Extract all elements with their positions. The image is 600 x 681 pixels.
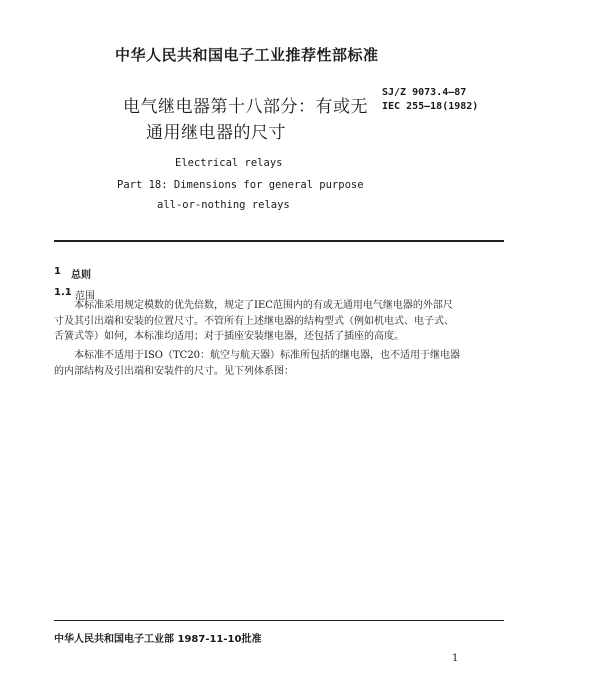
section-1-number: 1	[54, 266, 61, 277]
subsection-1-1-title: 范围	[75, 291, 95, 302]
bottom-divider	[54, 620, 504, 621]
page-number: 1	[452, 653, 459, 664]
paragraph-line: 本标准采用规定模数的优先倍数，规定了IEC范围内的有或无通用电气继电器的外部尺	[74, 300, 453, 311]
iec-code: IEC 255—18(1982)	[382, 101, 479, 112]
top-divider	[54, 240, 504, 242]
paragraph-line: 的内部结构及引出端和安装件的尺寸。见下列体系图：	[54, 365, 294, 377]
title-en-line-2: Part 18: Dimensions for general purpose	[117, 179, 364, 191]
title-en-line-1: Electrical relays	[175, 157, 283, 169]
paragraph-line: 舌簧式等）如何，本标准均适用；对于插座安装继电器，还包括了插座的高度。	[54, 331, 404, 342]
title-cn-line-2: 通用继电器的尺寸	[146, 123, 286, 143]
scope-paragraph-1	[54, 298, 514, 345]
approval-footer: 中华人民共和国电子工业部 1987-11-10批准	[54, 634, 262, 645]
paragraph-line: 寸及其引出端和安装的位置尺寸。不管所有上述继电器的结构型式（例如机电式、电子式、	[54, 315, 454, 327]
standard-body-header: 中华人民共和国电子工业推荐性部标准	[115, 46, 379, 64]
section-1-title: 总则	[71, 270, 91, 281]
paragraph-line: 本标准不适用于ISO（TC20：航空与航天器）标准所包括的继电器，也不适用于继电器	[74, 350, 461, 361]
subsection-1-1-number: 1.1	[54, 287, 72, 298]
standard-code: SJ/Z 9073.4—87	[382, 87, 467, 98]
title-en-line-3: all-or-nothing relays	[157, 199, 290, 211]
title-cn-line-1: 电气继电器第十八部分：有或无	[123, 97, 368, 117]
scope-paragraph-2	[54, 348, 514, 379]
